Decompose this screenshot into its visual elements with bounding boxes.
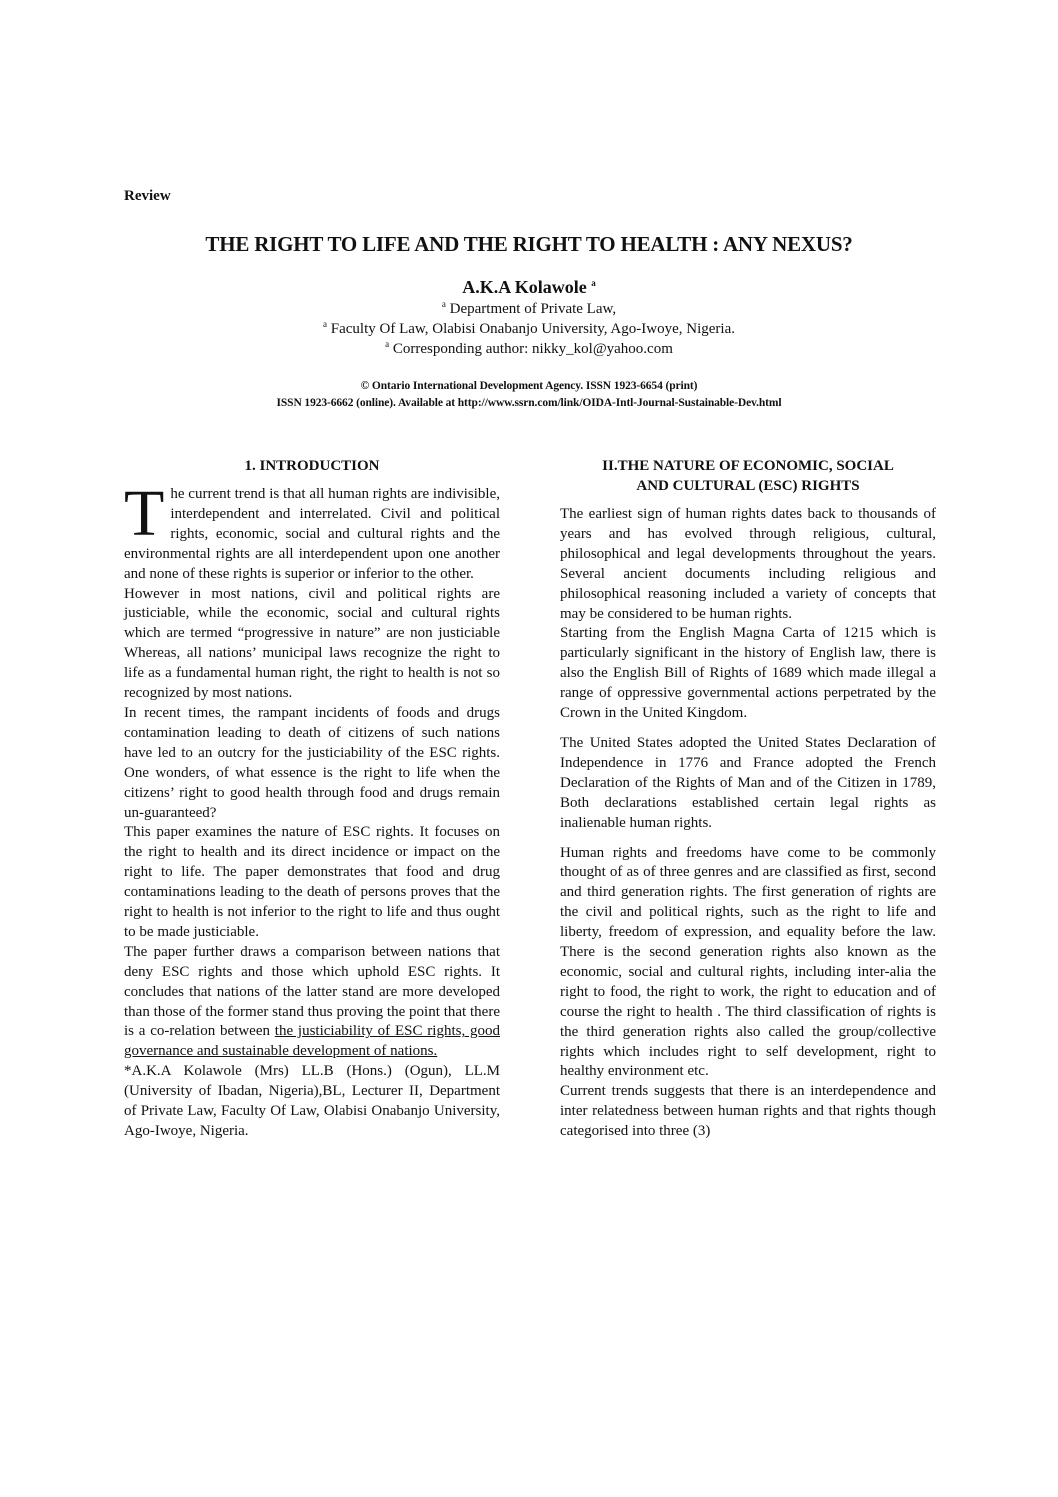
intro-paragraph-5 bbox=[124, 943, 500, 1062]
paper-title: THE RIGHT TO LIFE AND THE RIGHT TO HEALTH : ANY NEXUS? bbox=[205, 232, 853, 256]
issn-online-line: ISSN 1923-6662 (online). Available at http://www.ssrn.com/link/OIDA-Intl-Journal-Sustainable-Dev.html bbox=[276, 397, 782, 409]
intro-paragraph-5-text: The paper further draws a comparison between nations that deny ESC rights and those which uphold ESC rights. It concludes that nations of the latter stand are more developed than those of the former stand thus proving the point that there is a co-relation between bbox=[124, 943, 500, 1040]
affiliation-department bbox=[0, 301, 1058, 318]
affiliation-superscript: a bbox=[323, 319, 328, 329]
intro-paragraph-3: In recent times, the rampant incidents of foods and drugs contamination leading to death of citizens of such nations have led to an outcry for the justiciability of the ESC rights. One wonders, of what essence is the right to life when the citizens’ right to good health through food and drugs remain un-guaranteed? bbox=[124, 704, 500, 821]
esc-paragraph-1: The earliest sign of human rights dates back to thousands of years and has evolved through religious, cultural, philosophical and legal developments throughout the years. Several ancient documents including religious and philosophical reasoning included a variety of concepts that may be considered to be human rights. bbox=[560, 506, 936, 622]
affiliation-text: Department of Private Law, bbox=[449, 301, 617, 317]
esc-paragraph-2: Starting from the English Magna Carta of 1215 which is particularly significant in the history of English law, there is also the English Bill of Rights of 1689 which made illegal a range of oppressive governmental actions perpetrated by the Crown in the United Kingdom. bbox=[560, 625, 936, 722]
section-heading-introduction: 1. INTRODUCTION bbox=[244, 458, 380, 474]
intro-paragraph-1-text: he current trend is that all human rights are indivisible, interdependent and interrelated. Civil and political rights, economic, social and cultural rights and the environmental rights are all interdependent upon one another and none of these rights is superior or inferior to the other. bbox=[124, 486, 500, 582]
esc-paragraph-3: The United States adopted the United States Declaration of Independence in 1776 and France adopted the French Declaration of the Rights of Man and of the Citizen in 1789, Both declarations established certain legal rights as inalienable human rights. bbox=[560, 734, 936, 831]
author-superscript: a bbox=[591, 278, 596, 288]
author-name: A.K.A Kolawole bbox=[462, 277, 587, 297]
intro-paragraph-4: This paper examines the nature of ESC rights. It focuses on the right to health and its direct incidence or impact on the right to life. The paper demonstrates that food and drug contaminations leading to the death of persons proves that the right to health is not inferior to the right to life and thus ought to be made justiciable. bbox=[124, 824, 500, 940]
affiliation-superscript: a bbox=[441, 299, 446, 309]
intro-paragraph-5-underlined: the justiciability of ESC rights, good governance and sustainable development of nations. bbox=[124, 1023, 500, 1060]
left-column bbox=[124, 456, 500, 1142]
esc-paragraph-5: Current trends suggests that there is an interdependence and inter relatedness between human rights and that rights though categorised into three (3) bbox=[560, 1083, 936, 1140]
esc-paragraph-4: Human rights and freedoms have come to be commonly thought of as of three genres and are classified as first, second and third generation rights. The first generation of rights are the civil and political rights, such as the right to life and liberty, freedom of expression, and equality before the law. There is the second generation rights also known as the economic, social and cultural rights, including inter-alia the right to food, the right to work, the right to education and of course the right to health . The third classification of rights is the third generation rights also called the group/collective rights which includes right to self development, right to healthy environment etc. bbox=[560, 844, 936, 1080]
section-heading-esc-rights bbox=[560, 456, 936, 496]
article-type-label: Review bbox=[124, 188, 171, 204]
heading-line-1: II.THE NATURE OF ECONOMIC, SOCIAL bbox=[602, 458, 894, 474]
intro-paragraph-2: However in most nations, civil and political rights are justiciable, while the economic, social and cultural rights which are termed “progressive in nature” are non justiciable Whereas, all nations’ municipal laws recognize the right to life as a fundamental human right, the right to health is not so recognized by most nations. bbox=[124, 585, 500, 702]
affiliation-superscript: a bbox=[385, 339, 390, 349]
affiliation-faculty bbox=[0, 321, 1058, 338]
affiliation-corresponding-author bbox=[0, 341, 1058, 358]
author-line bbox=[0, 277, 1058, 298]
affiliation-text: Corresponding author: nikky_kol@yahoo.com bbox=[392, 341, 673, 357]
issn-print-line: © Ontario International Development Agency. ISSN 1923-6654 (print) bbox=[360, 380, 698, 392]
intro-paragraph-1 bbox=[124, 477, 500, 585]
heading-line-2: AND CULTURAL (ESC) RIGHTS bbox=[636, 478, 860, 494]
drop-cap: T bbox=[124, 477, 165, 550]
author-footnote: *A.K.A Kolawole (Mrs) LL.B (Hons.) (Ogun), LL.M (University of Ibadan, Nigeria),BL, Lecturer II, Department of Private Law, Faculty Of Law, Olabisi Onabanjo University, Ago-Iwoye, Nigeria. bbox=[124, 1063, 500, 1139]
right-column bbox=[560, 456, 936, 1142]
affiliation-text: Faculty Of Law, Olabisi Onabanjo University, Ago-Iwoye, Nigeria. bbox=[330, 321, 735, 337]
